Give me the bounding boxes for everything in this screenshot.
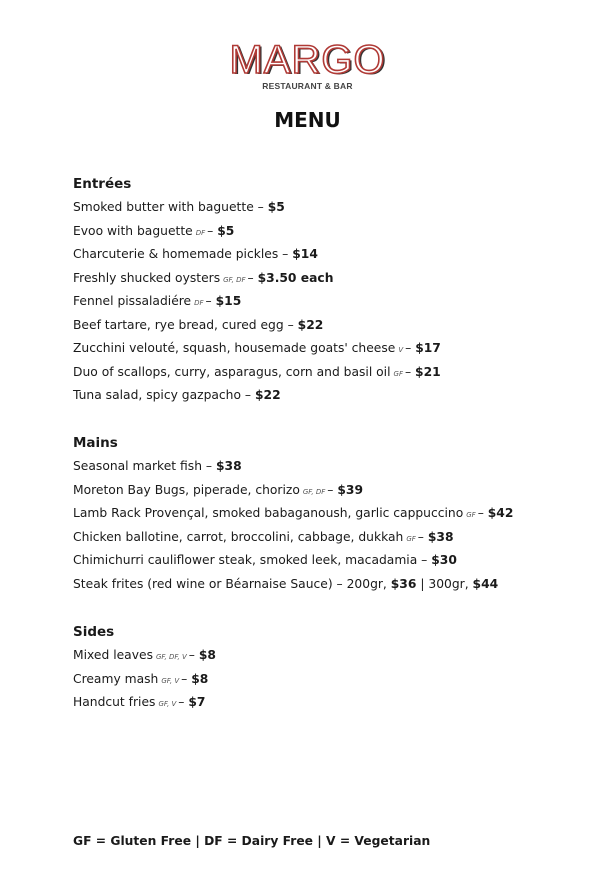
dietary-tags: V	[398, 346, 404, 354]
portion-size: 200gr,	[346, 576, 391, 591]
item-name: Smoked butter with baguette	[73, 200, 254, 214]
item-name: Mixed leaves	[73, 648, 153, 662]
item-price: $44	[472, 576, 499, 591]
item-price: $8	[198, 648, 216, 662]
dietary-tags: GF	[406, 534, 416, 543]
separator: –	[327, 482, 338, 497]
item-name: Seasonal market fish	[73, 459, 202, 473]
item-price: $38	[427, 529, 454, 544]
separator: –	[188, 648, 199, 662]
separator: –	[205, 294, 216, 308]
item-price: $21	[415, 364, 441, 379]
dietary-tags: DF	[194, 299, 204, 307]
item-price: $7	[188, 695, 206, 709]
menu-item	[73, 455, 513, 479]
dietary-tags: GF, V	[161, 676, 180, 685]
item-name: Evoo with baguette	[73, 223, 193, 238]
item-price: $15	[215, 294, 242, 308]
separator: –	[332, 576, 347, 591]
portion-size: | 300gr,	[416, 576, 473, 591]
item-name: Charcuterie & homemade pickles	[73, 247, 279, 261]
item-name: Freshly shucked oysters	[73, 270, 221, 285]
separator: –	[477, 506, 488, 520]
item-price: $36	[390, 576, 417, 591]
logo-wordmark: MARGO	[229, 38, 386, 82]
separator: –	[253, 200, 268, 214]
dietary-tags: GF	[466, 511, 476, 519]
separator: –	[202, 459, 216, 473]
page-title: MENU	[274, 108, 341, 132]
separator: –	[240, 388, 255, 402]
dietary-legend: GF = Gluten Free | DF = Dairy Free | V = Vegetarian	[73, 834, 431, 848]
menu-item	[73, 549, 513, 573]
item-name: Lamb Rack Provençal, smoked babaganoush, garlic cappuccino	[73, 506, 464, 520]
item-name: Chimichurri cauliflower steak, smoked leek, macadamia	[73, 553, 418, 567]
dietary-tags: GF, DF	[223, 275, 246, 284]
separator: –	[417, 553, 432, 567]
dietary-tags: DF	[195, 228, 206, 237]
item-price: $5	[217, 223, 235, 238]
section-heading: Mains	[73, 435, 118, 451]
separator: –	[404, 364, 416, 379]
menu-item	[73, 384, 441, 408]
item-name: Chicken ballotine, carrot, broccolini, cabbage, dukkah	[73, 529, 404, 544]
separator: –	[247, 270, 258, 285]
menu-item	[73, 526, 513, 550]
item-name: Handcut fries	[73, 695, 156, 709]
item-name: Fennel pissaladiére	[73, 294, 192, 308]
menu-item	[73, 290, 441, 314]
item-price: $17	[415, 341, 441, 355]
menu-item	[73, 243, 441, 267]
item-price: $14	[292, 247, 318, 261]
dietary-tags: GF, V	[158, 700, 177, 708]
separator: –	[181, 671, 192, 686]
menu-item	[73, 668, 216, 692]
menu-item	[73, 314, 441, 338]
item-name: Tuna salad, spicy gazpacho	[73, 388, 241, 402]
item-name: Moreton Bay Bugs, piperade, chorizo	[73, 482, 300, 497]
separator: –	[417, 529, 428, 544]
item-price: $30	[431, 553, 457, 567]
menu-section-entres	[73, 172, 441, 408]
item-price: $42	[487, 506, 514, 520]
section-heading: Entrées	[73, 176, 132, 192]
item-name: Beef tartare, rye bread, cured egg	[73, 317, 284, 332]
menu-item	[73, 361, 441, 385]
separator: –	[278, 247, 293, 261]
dietary-tags: GF, DF, V	[155, 653, 187, 661]
dietary-tags: GF	[393, 369, 403, 378]
item-price: $22	[297, 317, 324, 332]
item-price: $39	[337, 482, 364, 497]
menu-item	[73, 691, 216, 715]
menu-item	[73, 196, 441, 220]
item-name: Zucchini velouté, squash, housemade goats' cheese	[73, 341, 396, 355]
item-price: $38	[215, 459, 242, 473]
restaurant-logo	[0, 40, 615, 91]
item-name: Steak frites (red wine or Béarnaise Sauce)	[73, 576, 333, 591]
item-price: $3.50 each	[257, 270, 334, 285]
dietary-tags: GF, DF	[302, 487, 326, 496]
menu-section-sides	[73, 620, 216, 715]
menu-item	[73, 573, 513, 597]
menu-item	[73, 644, 216, 668]
menu-item	[73, 220, 441, 244]
item-price: $22	[254, 388, 281, 402]
separator: –	[283, 317, 298, 332]
separator: –	[207, 223, 218, 238]
menu-item	[73, 502, 513, 526]
item-name: Creamy mash	[73, 671, 159, 686]
item-name: Duo of scallops, curry, asparagus, corn and basil oil	[73, 364, 391, 379]
item-price: $8	[191, 671, 209, 686]
section-heading: Sides	[73, 624, 115, 640]
separator: –	[178, 695, 189, 709]
menu-item	[73, 337, 441, 361]
separator: –	[405, 341, 416, 355]
menu-item	[73, 479, 513, 503]
menu-section-mains	[73, 431, 513, 596]
menu-item	[73, 267, 441, 291]
logo-subtitle: RESTAURANT & BAR	[262, 81, 353, 91]
item-price: $5	[267, 200, 285, 214]
